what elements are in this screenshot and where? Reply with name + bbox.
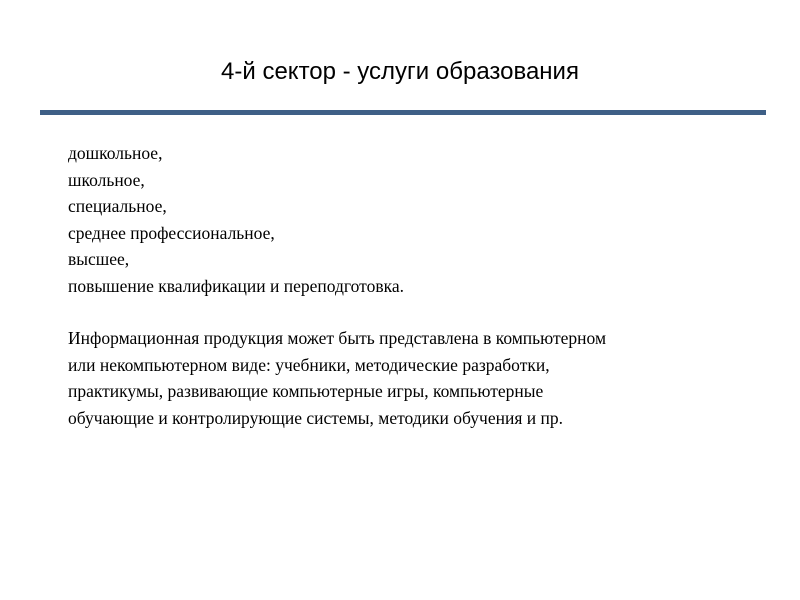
paragraph-line: или некомпьютерном виде: учебники, методические разработки,	[68, 354, 550, 375]
slide-title: 4-й сектор - услуги образования	[221, 58, 579, 85]
title-divider	[40, 110, 766, 115]
list-item: высшее,	[68, 249, 130, 269]
paragraph-line: практикумы, развивающие компьютерные игры, компьютерные	[68, 381, 544, 401]
list-item: повышение квалификации и переподготовка.	[68, 275, 404, 296]
slide-body	[68, 140, 768, 431]
list-item: среднее профессиональное,	[68, 222, 275, 243]
paragraph-line: обучающие и контролирующие системы, методики обучения и пр.	[68, 407, 563, 428]
list-item: школьное,	[68, 169, 145, 190]
education-levels-list	[68, 140, 768, 299]
description-paragraph	[68, 325, 768, 431]
list-item: специальное,	[68, 196, 167, 216]
list-item: дошкольное,	[68, 143, 163, 163]
paragraph-line: Информационная продукция может быть представлена в компьютерном	[68, 328, 607, 348]
